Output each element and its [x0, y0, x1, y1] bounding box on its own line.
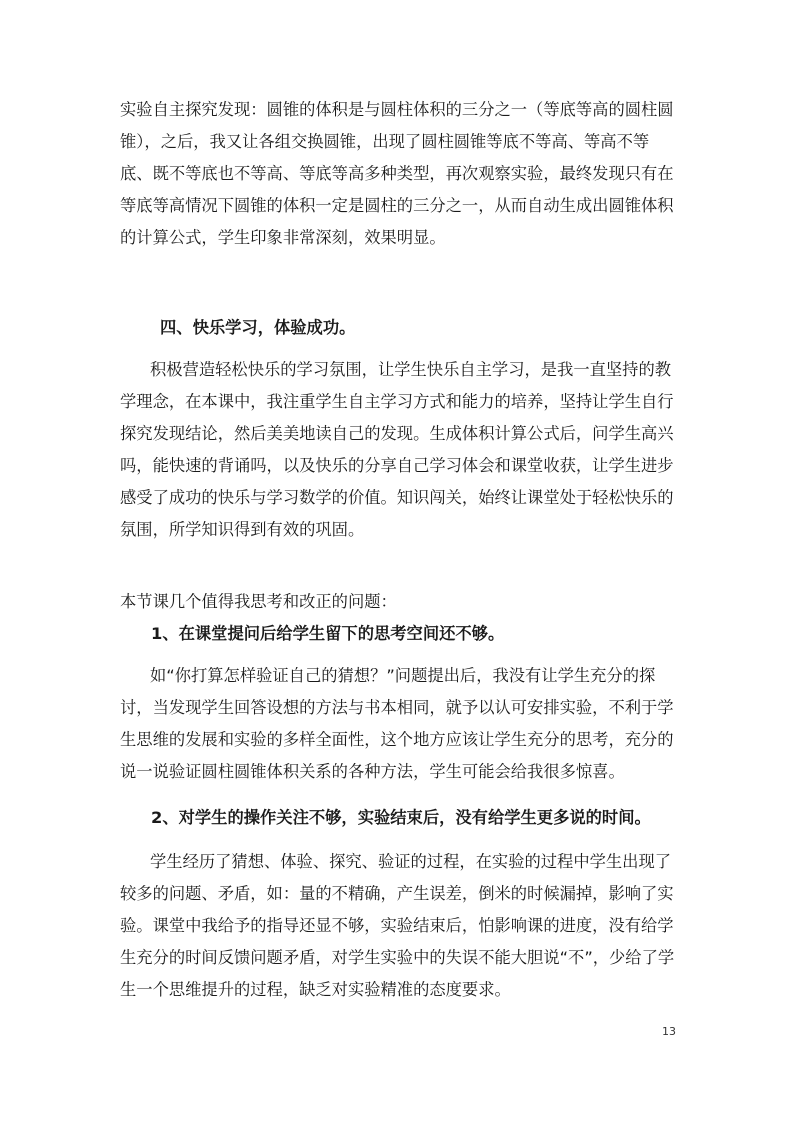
- reflection-item-1-heading: 1、在课堂提问后给学生留下的思考空间还不够。: [151, 624, 505, 643]
- reflection-intro: 本节课几个值得我思考和改正的问题：: [120, 592, 397, 611]
- paragraph-thinking-space: 如“你打算怎样验证自己的猜想？”问题提出后，我没有让学生充分的探讨，当发现学生回答设想的方法与书本相同，就予以认可安排实验，不利于学生思维的发展和实验的多样全面性，这个地方应该让学生充分的思考，充分的说一说验证圆柱圆锥体积关系的各种方法，学生可能会给我很多惊喜。: [120, 666, 674, 781]
- paragraph-experiment-feedback: 学生经历了猜想、体验、探究、验证的过程，在实验的过程中学生出现了较多的问题、矛盾，如：量的不精确，产生误差，倒米的时候漏掉，影响了实验。课堂中我给予的指导还显不够，实验结束后，怕影响课的进度，没有给学生充分的时间反馈问题矛盾，对学生实验中的失误不能大胆说“不”，少给了学生一个思维提升的过程，缺乏对实验精准的态度要求。: [120, 852, 675, 999]
- reflection-item-2-heading: 2、对学生的操作关注不够，实验结束后，没有给学生更多说的时间。: [151, 808, 651, 827]
- page-number: 13: [662, 1025, 676, 1038]
- paragraph-experiment-discovery: 实验自主探究发现：圆锥的体积是与圆柱体积的三分之一（等底等高的圆柱圆锥），之后，我又让各组交换圆锥，出现了圆柱圆锥等底不等高、等高不等底、既不等底也不等高、等底等高多种类型，再次观察实验，最终发现只有在等底等高情况下圆锥的体积一定是圆柱的三分之一，从而自动生成出圆锥体积的计算公式，学生印象非常深刻，效果明显。: [120, 100, 674, 247]
- section-heading-happy-learning: 四、快乐学习，体验成功。: [160, 318, 356, 337]
- paragraph-happy-learning: 积极营造轻松快乐的学习氛围，让学生快乐自主学习，是我一直坚持的教学理念，在本课中，我注重学生自主学习方式和能力的培养，坚持让学生自行探究发现结论，然后美美地读自己的发现。生成体积计算公式后，问学生高兴吗，能快速的背诵吗，以及快乐的分享自己学习体会和课堂收获，让学生进步感受了成功的快乐与学习数学的价值。知识闯关，始终让课堂处于轻松快乐的氛围，所学知识得到有效的巩固。: [120, 360, 674, 539]
